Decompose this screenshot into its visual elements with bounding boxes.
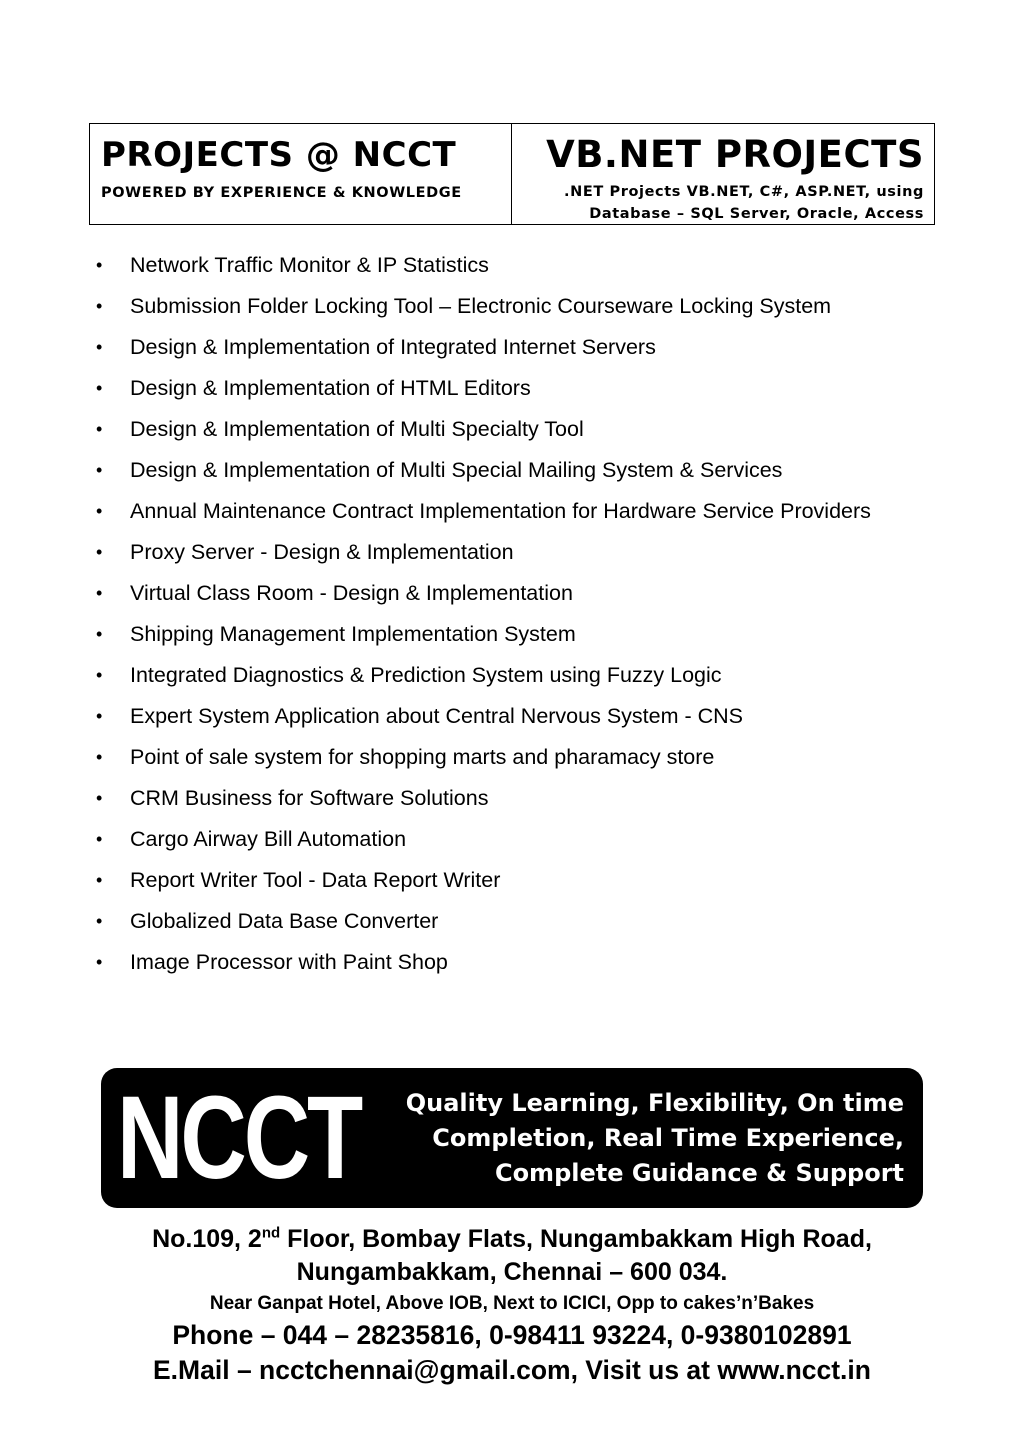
projects-description-line2: Database – SQL Server, Oracle, Access bbox=[589, 206, 924, 222]
list-item bbox=[92, 291, 924, 321]
list-item bbox=[92, 947, 924, 977]
address-line2: Nungambakkam, Chennai – 600 034. bbox=[296, 1258, 728, 1286]
banner-tagline-line2: Completion, Real Time Experience, bbox=[432, 1124, 904, 1152]
project-title: Annual Maintenance Contract Implementation for Hardware Service Providers bbox=[130, 499, 871, 523]
project-title: Network Traffic Monitor & IP Statistics bbox=[130, 253, 489, 277]
list-item bbox=[92, 332, 924, 362]
address-line1-prefix: No.109, 2 bbox=[152, 1225, 262, 1253]
banner-tagline bbox=[406, 1086, 904, 1191]
list-item bbox=[92, 906, 924, 936]
list-item bbox=[92, 578, 924, 608]
bullet-icon: • bbox=[96, 542, 103, 562]
list-item bbox=[92, 742, 924, 772]
project-title: Shipping Management Implementation System bbox=[130, 622, 576, 646]
address-line1-suffix: Floor, Bombay Flats, Nungambakkam High Road, bbox=[280, 1225, 872, 1253]
bullet-icon: • bbox=[96, 460, 103, 480]
projects-description bbox=[512, 181, 924, 225]
bullet-icon: • bbox=[96, 255, 103, 275]
project-title: Submission Folder Locking Tool – Electronic Courseware Locking System bbox=[130, 294, 832, 318]
projects-title: VB.NET PROJECTS bbox=[546, 133, 924, 176]
header-projects-cell bbox=[512, 124, 934, 224]
list-item bbox=[92, 701, 924, 731]
bullet-icon: • bbox=[96, 829, 103, 849]
project-title: Integrated Diagnostics & Prediction System using Fuzzy Logic bbox=[130, 663, 722, 687]
bullet-icon: • bbox=[96, 296, 103, 316]
project-list bbox=[92, 250, 924, 988]
bullet-icon: • bbox=[96, 747, 103, 767]
list-item bbox=[92, 619, 924, 649]
bullet-icon: • bbox=[96, 378, 103, 398]
bullet-icon: • bbox=[96, 952, 103, 972]
project-title: Design & Implementation of Multi Specialty Tool bbox=[130, 417, 584, 441]
bullet-icon: • bbox=[96, 911, 103, 931]
ncct-logo: NCCT bbox=[117, 1072, 361, 1204]
project-title: Design & Implementation of HTML Editors bbox=[130, 376, 531, 400]
project-title: Image Processor with Paint Shop bbox=[130, 950, 448, 974]
email-and-website: E.Mail – ncctchennai@gmail.com, Visit us at www.ncct.in bbox=[153, 1355, 871, 1385]
bullet-icon: • bbox=[96, 665, 103, 685]
project-title: Globalized Data Base Converter bbox=[130, 909, 439, 933]
bullet-icon: • bbox=[96, 419, 103, 439]
banner-tagline-line1: Quality Learning, Flexibility, On time bbox=[405, 1089, 904, 1117]
list-item bbox=[92, 537, 924, 567]
bullet-icon: • bbox=[96, 337, 103, 357]
ncct-banner bbox=[101, 1068, 923, 1208]
phone-numbers: Phone – 044 – 28235816, 0-98411 93224, 0-9380102891 bbox=[172, 1320, 852, 1350]
bullet-icon: • bbox=[96, 870, 103, 890]
project-title: Virtual Class Room - Design & Implementation bbox=[130, 581, 573, 605]
header-brand-cell bbox=[90, 124, 512, 224]
project-title: Report Writer Tool - Data Report Writer bbox=[130, 868, 501, 892]
address-line1-superscript: nd bbox=[261, 1224, 281, 1242]
list-item bbox=[92, 250, 924, 280]
list-item bbox=[92, 783, 924, 813]
bullet-icon: • bbox=[96, 788, 103, 808]
project-title: Design & Implementation of Multi Special Mailing System & Services bbox=[130, 458, 783, 482]
list-item bbox=[92, 373, 924, 403]
list-item bbox=[92, 660, 924, 690]
address-landmark: Near Ganpat Hotel, Above IOB, Next to ICICI, Opp to cakes’n’Bakes bbox=[209, 1293, 815, 1314]
list-item bbox=[92, 414, 924, 444]
header-box bbox=[89, 123, 935, 225]
project-title: Design & Implementation of Integrated Internet Servers bbox=[130, 335, 656, 359]
list-item bbox=[92, 824, 924, 854]
brand-subtitle: POWERED BY EXPERIENCE & KNOWLEDGE bbox=[101, 185, 462, 201]
bullet-icon: • bbox=[96, 706, 103, 726]
list-item bbox=[92, 865, 924, 895]
project-title: Expert System Application about Central Nervous System - CNS bbox=[130, 704, 744, 728]
address-block bbox=[90, 1223, 934, 1388]
list-item bbox=[92, 496, 924, 526]
banner-tagline-line3: Complete Guidance & Support bbox=[494, 1159, 904, 1187]
bullet-icon: • bbox=[96, 501, 103, 521]
project-title: Proxy Server - Design & Implementation bbox=[130, 540, 514, 564]
project-title: CRM Business for Software Solutions bbox=[130, 786, 489, 810]
projects-description-line1: .NET Projects VB.NET, C#, ASP.NET, using bbox=[564, 184, 924, 200]
address-line1 bbox=[90, 1223, 934, 1256]
project-title: Point of sale system for shopping marts and pharamacy store bbox=[130, 745, 715, 769]
list-item bbox=[92, 455, 924, 485]
brand-title: PROJECTS @ NCCT bbox=[101, 135, 457, 175]
project-title: Cargo Airway Bill Automation bbox=[130, 827, 407, 851]
bullet-icon: • bbox=[96, 624, 103, 644]
bullet-icon: • bbox=[96, 583, 103, 603]
